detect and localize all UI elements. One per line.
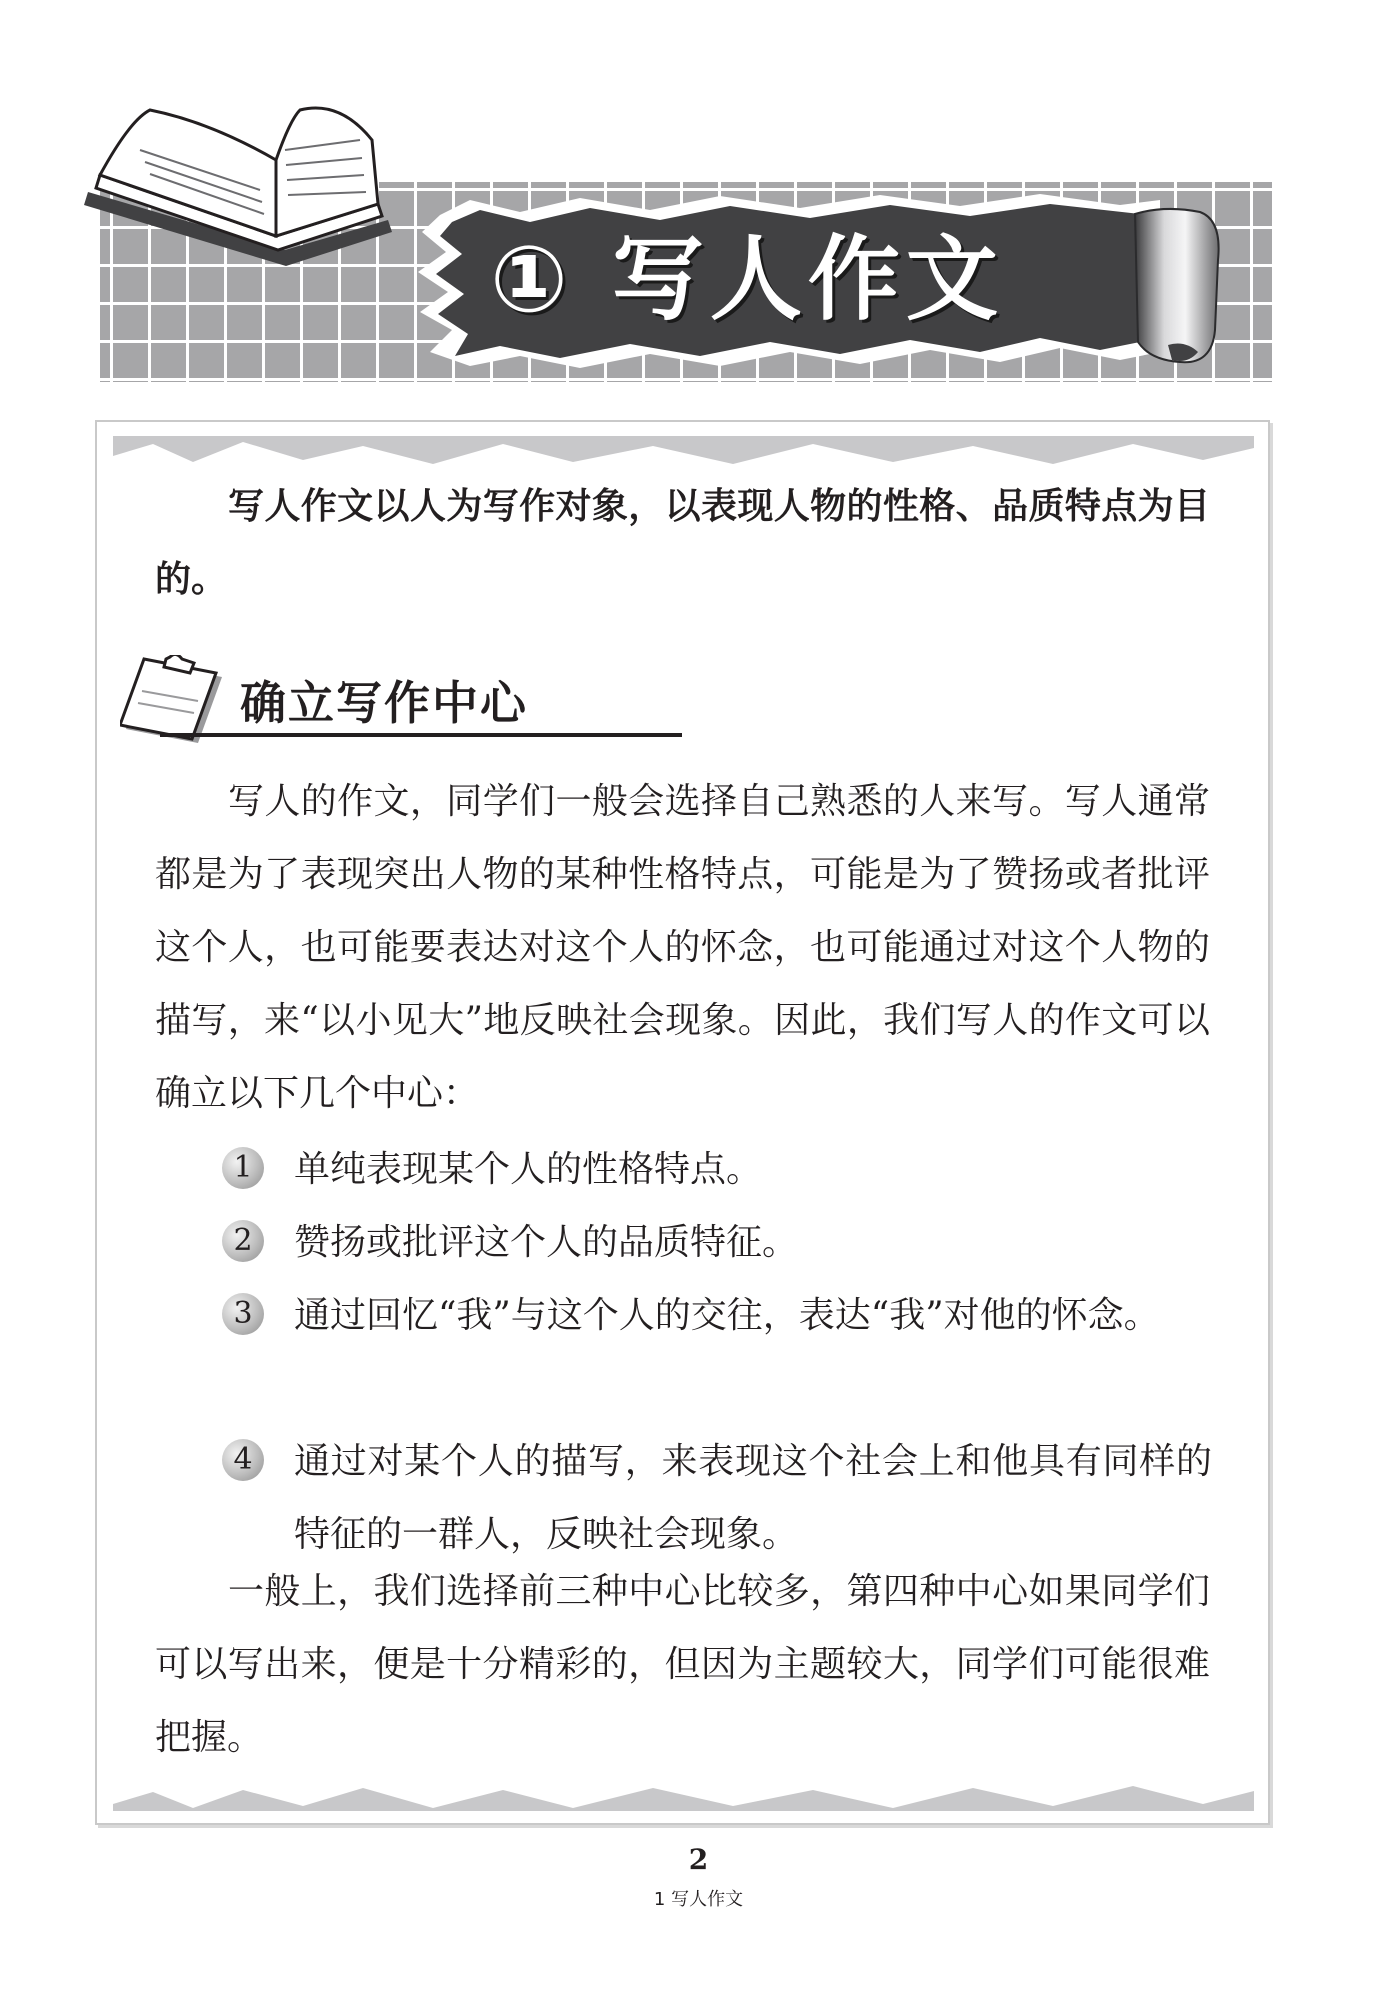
number-badge: 2 xyxy=(222,1220,264,1262)
section-title: 确立写作中心 xyxy=(240,676,528,730)
number-badge: 3 xyxy=(222,1293,264,1335)
body-paragraph: 写人的作文，同学们一般会选择自己熟悉的人来写。写人通常都是为了表现突出人物的某种性格特点，可能是为了赞扬或者批评这个人，也可能要表达对这个人的怀念，也可能通过对这个人物的描写，来“以小见大”地反映社会现象。因此，我们写人的作文可以确立以下几个中心： xyxy=(155,781,1210,1114)
list-item-text: 通过对某个人的描写，来表现这个社会上和他具有同样的特征的一群人，反映社会现象。 xyxy=(294,1441,1212,1555)
number-badge: 4 xyxy=(222,1439,264,1481)
list-item-text: 单纯表现某个人的性格特点。 xyxy=(294,1149,763,1190)
page-number: 2 xyxy=(688,1843,709,1876)
list-item-text: 通过回忆“我”与这个人的交往，表达“我”对他的怀念。 xyxy=(294,1295,1160,1336)
ribbon-roll xyxy=(1135,209,1219,362)
open-book-icon xyxy=(84,108,392,266)
section-heading xyxy=(120,655,570,745)
list-item-text: 赞扬或批评这个人的品质特征。 xyxy=(294,1222,799,1263)
intro-paragraph: 写人作文以人为写作对象，以表现人物的性格、品质特点为目的。 xyxy=(155,486,1210,600)
chapter-header xyxy=(0,0,1397,400)
running-footer: 1 写人作文 xyxy=(653,1889,744,1910)
chapter-title: ① 写人作文 xyxy=(490,226,1004,333)
clipboard-icon xyxy=(120,655,230,745)
closing-paragraph: 一般上，我们选择前三种中心比较多，第四种中心如果同学们可以写出来，便是十分精彩的，但因为主题较大，同学们可能很难把握。 xyxy=(155,1571,1210,1758)
number-badge: 1 xyxy=(222,1147,264,1189)
banner-graphics xyxy=(0,0,1397,400)
section-underline xyxy=(160,733,682,737)
